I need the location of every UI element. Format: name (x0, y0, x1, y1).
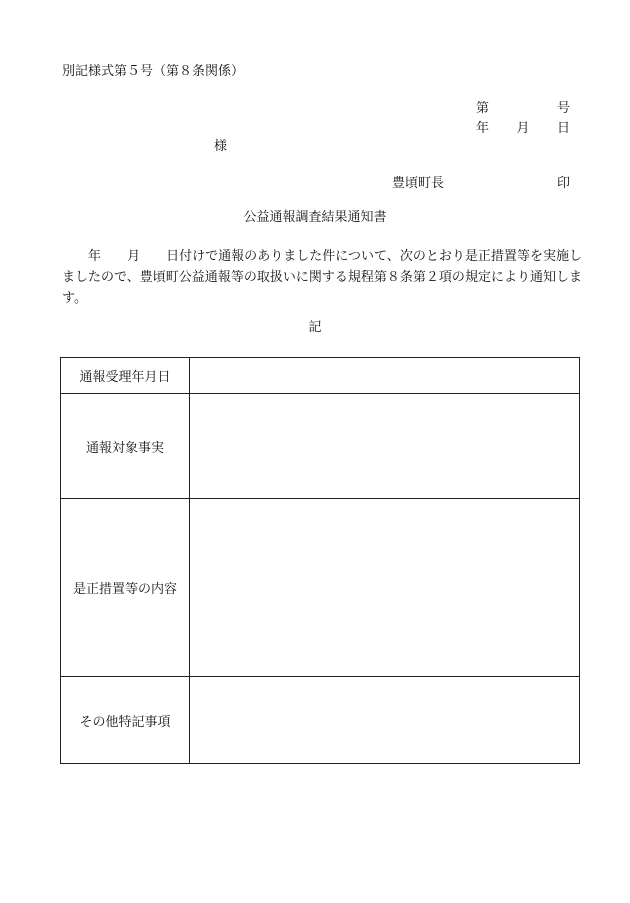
number-prefix: 第 (476, 101, 490, 116)
row-value-reported-facts (190, 394, 580, 499)
date-month-label: 月 (516, 121, 530, 136)
row-value-corrective-measures (190, 499, 580, 677)
table-row (61, 677, 580, 764)
ki-heading: 記 (308, 320, 322, 335)
table-row (61, 394, 580, 499)
row-label-corrective-measures: 是正措置等の内容 (61, 499, 190, 677)
recipient-honorific: 様 (214, 139, 228, 154)
date-year-label: 年 (476, 121, 490, 136)
row-label-reported-facts: 通報対象事実 (61, 394, 190, 499)
table-row (61, 358, 580, 394)
row-label-receipt-date: 通報受理年月日 (61, 358, 190, 394)
table-row (61, 499, 580, 677)
row-value-other-notes (190, 677, 580, 764)
document-title: 公益通報調査結果通知書 (243, 210, 387, 225)
issue-date-line (476, 121, 570, 137)
form-number-label: 別記様式第５号（第８条関係） (62, 64, 245, 79)
number-suffix: 号 (556, 101, 570, 116)
row-label-other-notes: その他特記事項 (61, 677, 190, 764)
sender-title: 豊頃町長 (392, 176, 445, 191)
sender-line (392, 176, 570, 192)
seal-mark: 印 (556, 176, 570, 191)
date-day-label: 日 (556, 121, 570, 136)
document-number-line (476, 101, 570, 117)
notice-table (60, 357, 580, 764)
body-paragraph: 年 月 日付けで通報のありました件について、次のとおり是正措置等を実施しましたので、豊頃町公益通報等の取扱いに関する規程第８条第２項の規定により通知します。 (62, 249, 582, 306)
row-value-receipt-date (190, 358, 580, 394)
